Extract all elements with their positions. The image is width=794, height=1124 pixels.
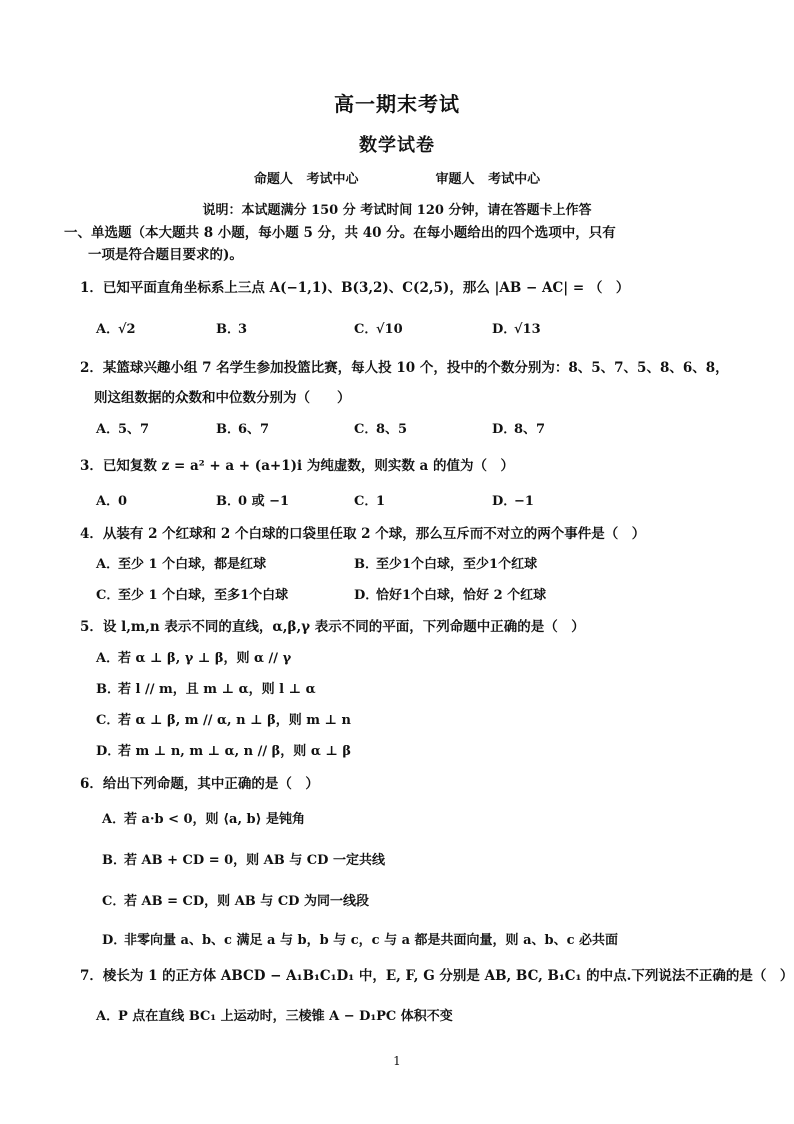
q3-option-b: B．0 或 −1 — [216, 494, 290, 509]
section-heading-line1: 一、单选题（本大题共 8 小题，每小题 5 分，共 40 分。在每小题给出的四个选项中，只有 — [64, 225, 616, 241]
q6-option-d: D．非零向量 a、b、c 满足 a 与 b，b 与 c，c 与 a 都是共面向量，则 a、b、c 必共面 — [102, 933, 619, 948]
reviewer-label: 审题人 — [435, 172, 475, 187]
q4-option-d: D．恰好1个白球，恰好 2 个红球 — [354, 588, 547, 603]
q3-option-d: D．−1 — [492, 494, 534, 509]
exam-instructions: 说明：本试题满分 150 分 考试时间 120 分钟，请在答题卡上作答 — [202, 203, 592, 218]
exam-subtitle: 数学试卷 — [359, 135, 435, 156]
q1-option-d: D．√13 — [492, 322, 541, 337]
author-label: 命题人 — [253, 172, 293, 187]
q3-option-a: A．0 — [96, 494, 128, 509]
reviewer-value: 考试中心 — [488, 172, 541, 187]
exam-title: 高一期末考试 — [334, 92, 460, 116]
author-value: 考试中心 — [306, 172, 359, 187]
question-2-stem-line1: 2．某篮球兴趣小组 7 名学生参加投篮比赛，每人投 10 个，投中的个数分别为：8、5、7、5、8、6、8， — [80, 360, 729, 376]
q5-option-b: B．若 l // m，且 m ⊥ α，则 l ⊥ α — [96, 682, 316, 697]
q5-option-d: D．若 m ⊥ n, m ⊥ α, n // β，则 α ⊥ β — [96, 744, 351, 759]
q2-option-a: A．5、7 — [96, 422, 150, 437]
page-number: 1 — [393, 1054, 401, 1068]
q4-option-b: B．至少1个白球，至少1个红球 — [354, 557, 538, 572]
q1-option-b: B．3 — [216, 322, 248, 337]
section-heading-line2: 一项是符合题目要求的)。 — [88, 247, 243, 263]
q1-option-a: A．√2 — [96, 322, 136, 337]
q6-option-a: A．若 a·b < 0，则 ⟨a, b⟩ 是钝角 — [102, 812, 306, 827]
q2-option-c: C．8、5 — [354, 422, 408, 437]
q4-option-c: C．至少 1 个白球，至多1个白球 — [96, 588, 289, 603]
question-3-stem: 3．已知复数 z = a² + a + (a+1)i 为纯虚数，则实数 a 的值为（ ） — [80, 458, 515, 474]
question-7-stem: 7．棱长为 1 的正方体 ABCD − A₁B₁C₁D₁ 中，E, F, G 分别是 AB, BC, B₁C₁ 的中点.下列说法不正确的是（ ） — [80, 968, 794, 984]
q3-option-c: C．1 — [354, 494, 386, 509]
question-6-stem: 6．给出下列命题，其中正确的是（ ） — [80, 776, 319, 792]
question-5-stem: 5．设 l,m,n 表示不同的直线，α,β,γ 表示不同的平面，下列命题中正确的是（ ） — [80, 619, 585, 635]
q6-option-c: C．若 AB = CD，则 AB 与 CD 为同一线段 — [102, 894, 369, 909]
question-2-stem-line2: 则这组数据的众数和中位数分别为（ ） — [94, 390, 351, 406]
q6-option-b: B．若 AB + CD = 0，则 AB 与 CD 一定共线 — [102, 853, 385, 868]
q5-option-a: A．若 α ⊥ β, γ ⊥ β，则 α // γ — [96, 651, 292, 666]
q1-option-c: C．√10 — [354, 322, 403, 337]
q2-option-d: D．8、7 — [492, 422, 546, 437]
q7-option-a: A．P 点在直线 BC₁ 上运动时，三棱锥 A − D₁PC 体积不变 — [96, 1009, 453, 1024]
q5-option-c: C．若 α ⊥ β, m // α, n ⊥ β，则 m ⊥ n — [96, 713, 351, 728]
question-4-stem: 4．从装有 2 个红球和 2 个白球的口袋里任取 2 个球，那么互斥而不对立的两个事件是（ ） — [80, 526, 646, 542]
q4-option-a: A．至少 1 个白球，都是红球 — [96, 557, 267, 572]
authors-line — [0, 168, 794, 187]
q2-option-b: B．6、7 — [216, 422, 270, 437]
question-1-stem: 1．已知平面直角坐标系上三点 A(−1,1)、B(3,2)、C(2,5)，那么 |AB − AC| = （ ） — [80, 280, 630, 296]
